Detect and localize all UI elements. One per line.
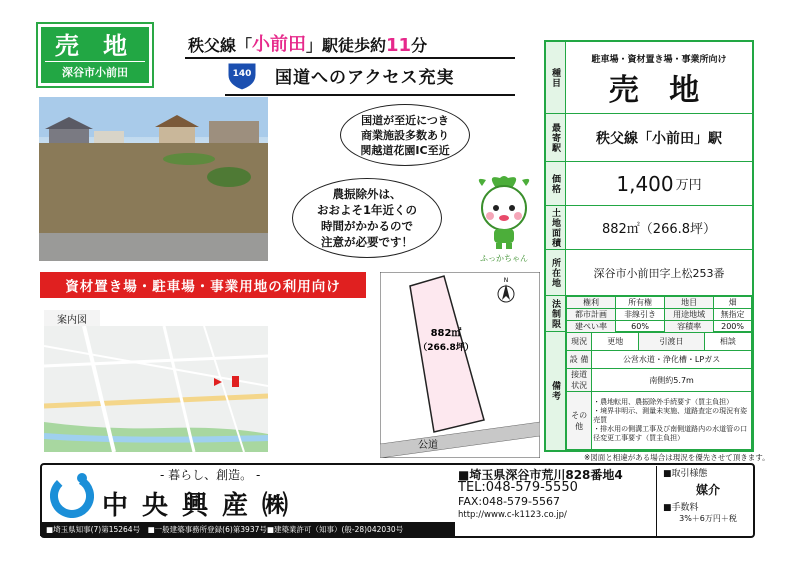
spec-row-law [546, 296, 752, 332]
price-value: 1,400 [616, 171, 674, 196]
spec-row-area [546, 206, 752, 250]
law-cell: 建ぺい率 [567, 321, 616, 333]
area-value: 882㎡（266.8坪） [601, 222, 717, 237]
type-main: 売 地 [608, 73, 710, 108]
bubble-line: 国道が至近につき [361, 113, 449, 127]
route-sign-icon [226, 61, 258, 91]
license-strip: ■埼玉県知事(7)第15264号 ■一般建築事務所登録(6)第3937号■建築業許可（知事）(般-28)042030号 [40, 522, 455, 536]
plot-plan [380, 272, 540, 458]
facilities-label: 設 備 [567, 351, 592, 369]
spec-head: 所在地 [546, 250, 566, 295]
law-cell: 60% [616, 321, 665, 333]
headline-rule [185, 57, 515, 59]
north-label: N [503, 277, 509, 284]
law-cell: 用途地域 [665, 309, 714, 321]
station-headline [188, 32, 518, 56]
bubble-line: 商業施設多数あり [361, 128, 449, 142]
spec-head: 価格 [546, 162, 566, 205]
spec-head: 種目 [546, 42, 566, 113]
law-cell: 無指定 [714, 309, 752, 321]
company-address: ■埼玉県深谷市荒川828番地4 [458, 468, 623, 482]
law-cell: 畑 [714, 297, 752, 309]
route-number: 140 [232, 69, 252, 79]
company-fax: FAX:048-579-5567 [458, 495, 561, 508]
company-url[interactable]: http://www.c-k1123.co.jp/ [458, 510, 567, 520]
law-cell: 非線引き [616, 309, 665, 321]
spec-row-type [546, 42, 752, 114]
headline-suffix: 分 [411, 36, 428, 55]
handover-label: 引渡日 [639, 333, 704, 351]
fee-value: 3%＋6万円＋税 [679, 514, 737, 523]
access-rule [225, 94, 515, 96]
broker-label: ■取引様態 [663, 469, 708, 479]
road-value: 南側約5.7m [592, 369, 752, 392]
spec-table [544, 40, 754, 452]
type-sub: 駐車場・資材置き場・事業所向け [591, 55, 727, 65]
bubble-line: 関越道花園IC至近 [360, 143, 450, 157]
property-photo [39, 97, 268, 261]
bubble-line: 農振除外は、 [332, 187, 402, 201]
guide-map [44, 326, 268, 452]
fee-label: ■手数料 [663, 503, 699, 513]
other-note: ・排水用の側溝工事及び南側道路内の水道管の口径変更工事要す（買主負担） [593, 425, 748, 442]
spec-row-address [546, 250, 752, 296]
access-title: 国道へのアクセス充実 [275, 68, 455, 88]
bubble-line: 注意が必要です！ [321, 235, 413, 249]
company-tel: TEL:048-579-5550 [458, 480, 578, 495]
sale-badge [36, 22, 154, 88]
road-label: 接道状況 [567, 369, 592, 392]
law-cell: 容積率 [665, 321, 714, 333]
plan-road: 公道 [418, 440, 438, 451]
map-label: 案内図 [44, 310, 100, 326]
other-note: ・境界非明示、測量未実施、道路査定の現況有姿売買 [593, 407, 748, 424]
facilities-value: 公営水道・浄化槽・LPガス [592, 351, 752, 369]
other-label: その他 [567, 392, 592, 450]
spec-row-notes [546, 332, 752, 450]
spec-row-station [546, 114, 752, 162]
spec-row-price [546, 162, 752, 206]
bubble-line: 時間がかかるので [321, 219, 413, 233]
law-cell: 地目 [665, 297, 714, 309]
badge-location: 深谷市小前田 [45, 61, 144, 80]
handover-value: 相談 [704, 333, 751, 351]
station-value: 秩父線「小前田」駅 [596, 130, 722, 147]
plan-area: 882㎡ [430, 328, 462, 339]
company-name: 中央興産㈱ [102, 491, 303, 521]
law-cell: 都市計画 [567, 309, 616, 321]
company-tagline: - 暮らし、創造。 - [160, 468, 261, 482]
spec-head: 土地面積 [546, 206, 566, 249]
spec-head: 最寄駅 [546, 114, 566, 161]
law-cell: 200% [714, 321, 752, 333]
broker-value: 媒介 [695, 483, 720, 497]
company-logo-icon [50, 468, 94, 518]
mascot-caption: ふっかちゃん [480, 254, 528, 263]
status-label: 現況 [567, 333, 592, 351]
mascot-icon [466, 174, 542, 264]
caution-bubble [292, 178, 442, 258]
law-cell: 所有権 [616, 297, 665, 309]
headline-prefix: 秩父線「 [188, 36, 253, 55]
badge-title: 売 地 [54, 31, 136, 60]
law-cell: 権利 [567, 297, 616, 309]
headline-mid: 」駅徒歩約 [306, 36, 387, 55]
headline-minutes: 11 [386, 35, 412, 56]
footnote: ※図面と相違がある場合は現況を優先させて頂きます。 [584, 453, 770, 462]
status-value: 更地 [592, 333, 639, 351]
other-note: ・農地転用、農振除外手続要す（買主負担） [593, 398, 734, 406]
price-unit: 万円 [675, 178, 702, 193]
headline-station: 小前田 [252, 34, 307, 55]
spec-head: 備考 [546, 332, 566, 450]
address-value: 深谷市小前田字上松253番 [593, 266, 725, 280]
broker-box [656, 466, 753, 536]
bubble-line: おおよそ1年近くの [316, 203, 417, 217]
spec-head: 法制限 [546, 296, 566, 331]
plan-tsubo: （266.8坪） [418, 343, 474, 353]
info-bubble [340, 104, 470, 166]
usage-banner: 資材置き場・駐車場・事業用地の利用向け [40, 272, 366, 298]
